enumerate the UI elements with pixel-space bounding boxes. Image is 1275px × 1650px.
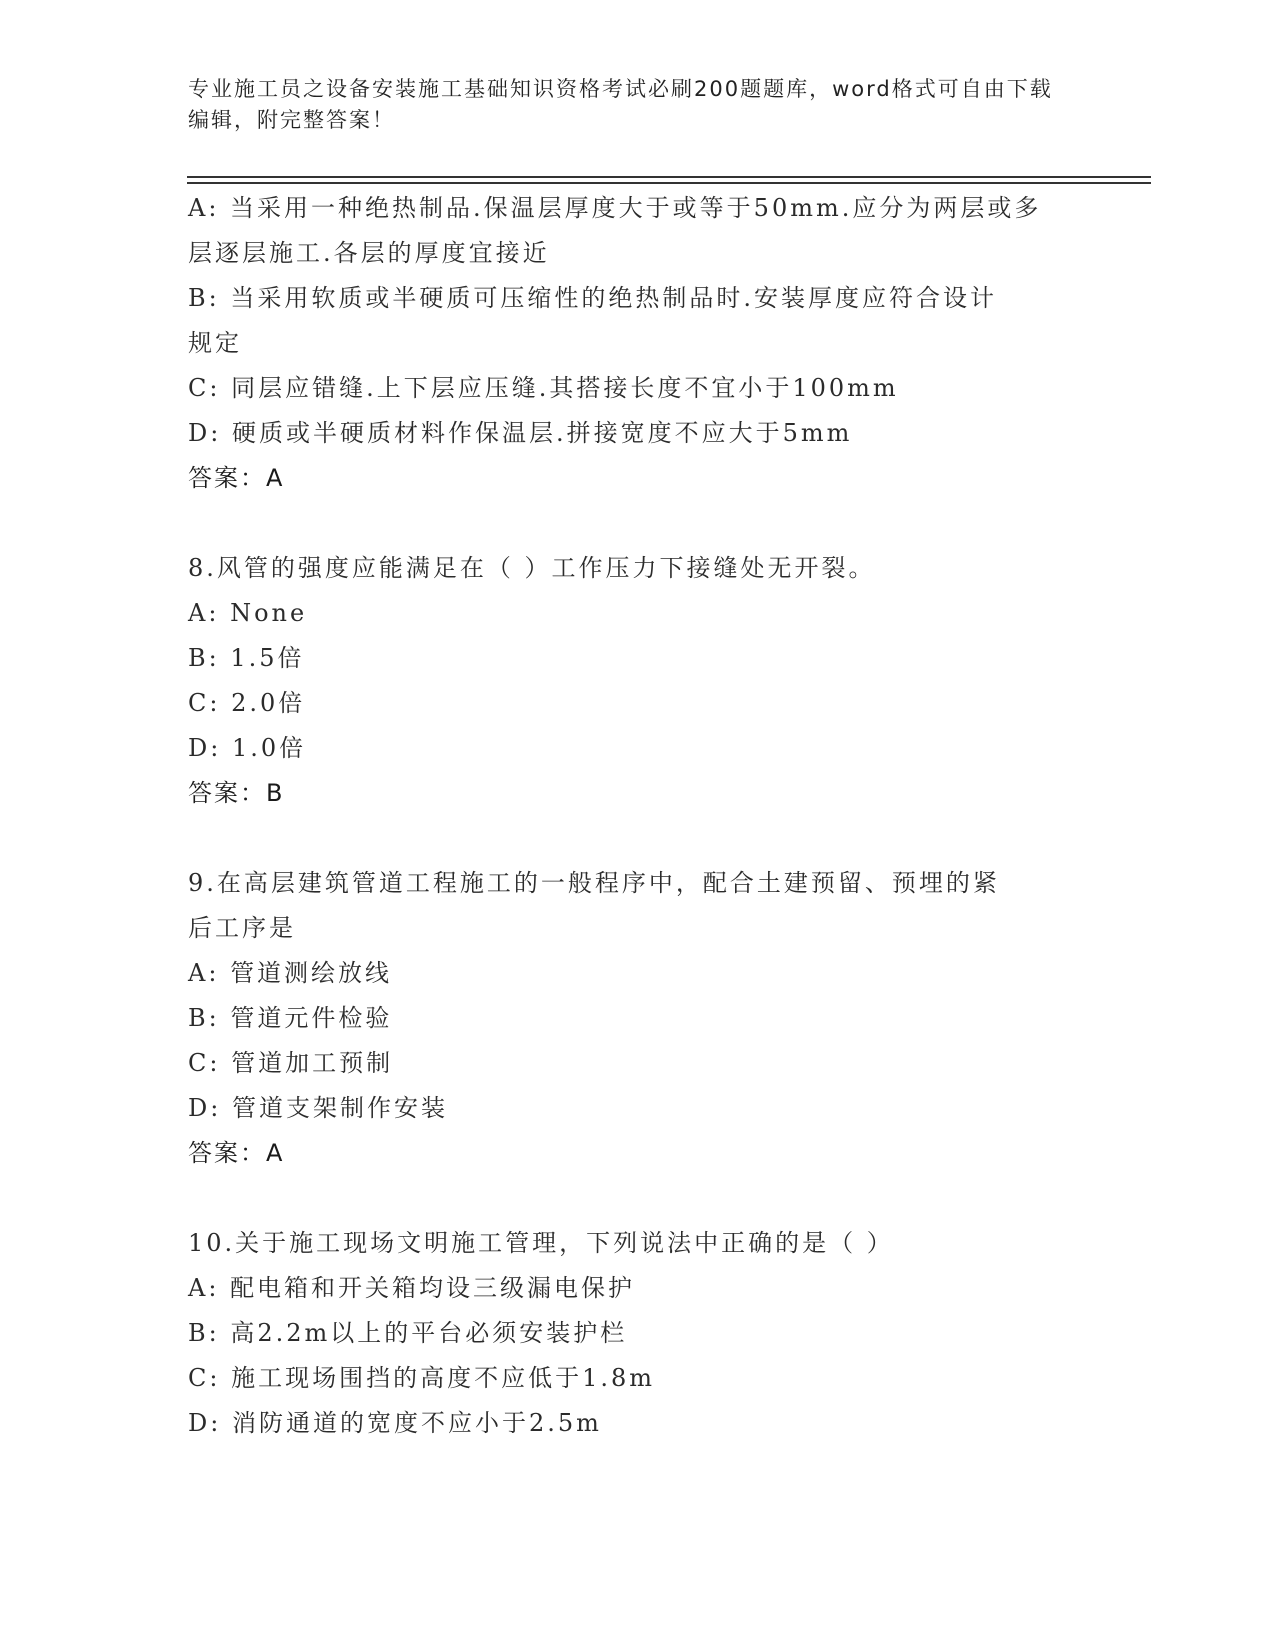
header-divider-top xyxy=(187,176,1151,178)
option-key: D: xyxy=(188,1409,222,1437)
option-d xyxy=(188,1401,1088,1446)
option-b xyxy=(188,996,1088,1041)
answer-label: 答案：A xyxy=(188,464,285,492)
spacer xyxy=(188,501,1088,546)
option-b xyxy=(188,276,1088,321)
option-text: 管道加工预制 xyxy=(231,1049,394,1077)
option-text: 消防通道的宽度不应小于2.5m xyxy=(231,1409,602,1437)
option-key: C: xyxy=(188,1049,221,1077)
option-text: 施工现场围挡的高度不应低于1.8m xyxy=(231,1364,656,1392)
option-text: 2.0倍 xyxy=(231,689,306,717)
document-title: 专业施工员之设备安装施工基础知识资格考试必刷200题题库，word格式可自由下载编辑，附完整答案！ xyxy=(188,77,1053,132)
option-text: 当采用软质或半硬质可压缩性的绝热制品时.安装厚度应符合设计 xyxy=(219,284,997,312)
option-text: 同层应错缝.上下层应压缝.其搭接长度不宜小于100mm xyxy=(231,374,899,402)
option-b xyxy=(188,636,1088,681)
option-text: 高2.2m以上的平台必须安装护栏 xyxy=(230,1319,628,1347)
option-key: D: xyxy=(188,1094,222,1122)
option-text: None xyxy=(230,599,308,627)
option-text: 配电箱和开关箱均设三级漏电保护 xyxy=(230,1274,636,1302)
option-text: 1.5倍 xyxy=(230,644,305,672)
option-key: C: xyxy=(188,1364,221,1392)
option-key: A: xyxy=(188,599,220,627)
spacer xyxy=(188,1176,1088,1221)
option-c xyxy=(188,681,1088,726)
option-text: 管道元件检验 xyxy=(230,1004,393,1032)
question-text: 9.在高层建筑管道工程施工的一般程序中，配合土建预留、预埋的紧 xyxy=(188,869,1000,897)
option-key: B: xyxy=(188,284,220,312)
option-d xyxy=(188,1086,1088,1131)
option-key: A: xyxy=(188,959,220,987)
answer-label: 答案：A xyxy=(188,1139,285,1167)
option-text: 硬质或半硬质材料作保温层.拼接宽度不应大于5mm xyxy=(231,419,853,447)
option-key: C: xyxy=(188,374,221,402)
option-c xyxy=(188,1356,1088,1401)
option-d xyxy=(188,411,1088,456)
option-d xyxy=(188,726,1088,771)
option-key: D: xyxy=(188,419,222,447)
option-c xyxy=(188,366,1088,411)
option-key: B: xyxy=(188,1319,220,1347)
option-c xyxy=(188,1041,1088,1086)
question-text-continued: 后工序是 xyxy=(188,914,296,942)
header-divider-bottom xyxy=(187,182,1151,184)
option-a xyxy=(188,1266,1088,1311)
question-9 xyxy=(188,861,1088,1176)
question-10 xyxy=(188,1221,1088,1446)
option-a-continued: 层逐层施工.各层的厚度宜接近 xyxy=(188,239,550,267)
answer-label: 答案：B xyxy=(188,779,285,807)
option-key: B: xyxy=(188,644,220,672)
question-8 xyxy=(188,546,1088,816)
question-7 xyxy=(188,186,1088,501)
option-text: 管道支架制作安装 xyxy=(231,1094,448,1122)
option-a xyxy=(188,186,1088,231)
option-key: B: xyxy=(188,1004,220,1032)
option-key: A: xyxy=(188,1274,220,1302)
option-text: 当采用一种绝热制品.保温层厚度大于或等于50mm.应分为两层或多 xyxy=(219,194,1042,222)
option-key: C: xyxy=(188,689,221,717)
option-b xyxy=(188,1311,1088,1356)
spacer xyxy=(188,816,1088,861)
option-a xyxy=(188,951,1088,996)
option-text: 1.0倍 xyxy=(231,734,307,762)
question-list xyxy=(188,186,1088,1446)
option-b-continued: 规定 xyxy=(188,329,242,357)
option-text: 管道测绘放线 xyxy=(230,959,393,987)
question-text: 10.关于施工现场文明施工管理，下列说法中正确的是（ ） xyxy=(188,1229,894,1257)
question-text: 8.风管的强度应能满足在（ ）工作压力下接缝处无开裂。 xyxy=(188,554,876,582)
option-key: D: xyxy=(188,734,222,762)
option-key: A: xyxy=(188,194,220,222)
option-a xyxy=(188,591,1088,636)
